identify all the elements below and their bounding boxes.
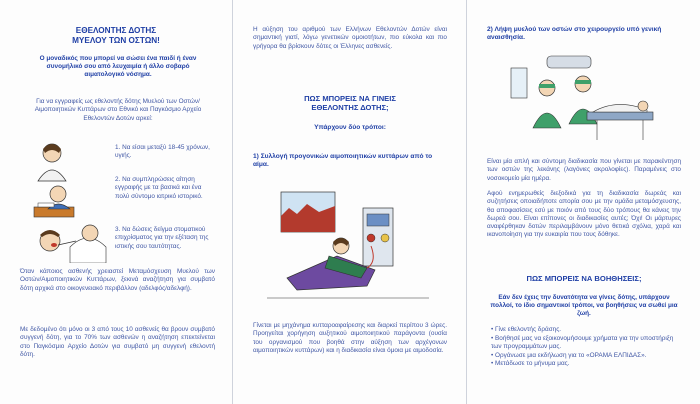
volunteer-title-line2: ΜΥΕΛΟΥ ΤΩΝ ΟΣΤΩΝ!	[72, 36, 160, 45]
search-paragraph: Όταν κάποιος ασθενής χρειαστεί Μεταμόσχευση Μυελού των Οστών/Αιμοποιητικών Κυττάρων, ξεκινά αναζήτηση για συμβατό δότη αρχικά στο οικογενειακό περιβάλλον (αδελφός/αδελφή).	[20, 268, 215, 292]
column-middle	[233, 0, 466, 404]
stats-paragraph: Με δεδομένο ότι μόνο οι 3 από τους 10 ασθενείς θα βρουν συμβατό συγγενή δότη, για το 70% των ασθενών η αναζήτηση επεκτείνεται στο Παγκόσμιο Αρχείο Δοτών για συμβατό μη συγγενή εθελοντή δότη.	[20, 326, 215, 358]
doctor-body	[70, 238, 106, 263]
column-right	[467, 0, 700, 404]
how-help-title: ΠΩΣ ΜΠΟΡΕΙΣ ΝΑ ΒΟΗΘΗΣΕΙΣ;	[526, 274, 642, 283]
patient-head	[638, 101, 648, 111]
mouth	[51, 243, 57, 247]
how-become-title	[253, 94, 447, 113]
method-2-heading: 2) Λήψη μυελού των οστών στο χειρουργείο υπό γενική αναισθησία.	[487, 26, 662, 42]
step-1: 1. Να είσαι μεταξύ 18-45 χρόνων, υγιής.	[115, 144, 210, 160]
greek-donors-paragraph: Η αύξηση του αριθμού των Ελλήνων Εθελοντών Δοτών είναι σημαντική γιατί, λόγω γενετικών ομοιοτήτων, πιο εύκολα και πιο γρήγορα θα βρίσκουν δότες οι Έλληνες ασθενείς.	[253, 26, 447, 50]
help-item-3: • Οργάνωσε μια εκδήλωση για το «ΟΡΑΜΑ ΕΛΠΙΔΑΣ».	[491, 351, 647, 359]
surgery-lamp	[547, 56, 591, 68]
person-2-head	[50, 186, 66, 202]
procedure-paragraph: Είναι μία απλή και σύντομη διαδικασία που γίνεται με παρακέντηση των οστών της λεκάνης (λαγόνιες ακρολοφίες). Παραμένεις στο νοσοκομείο μία ημέρα.	[487, 158, 681, 182]
doctor-head	[82, 225, 98, 241]
apheresis-illustration	[267, 186, 429, 304]
machine-blood-bag	[367, 234, 375, 242]
paper	[38, 203, 54, 207]
help-item-1: • Γίνε εθελοντής δράσης.	[491, 326, 562, 333]
intro-text: Ο μοναδικός που μπορεί να σώσει ένα παιδί ή έναν συνομήλικό σου από λευχαιμία ή άλλο σοβαρό αιματολογικό νόσημα.	[39, 55, 197, 79]
surgeon-1-cap	[539, 84, 555, 88]
help-intro: Εάν δεν έχεις την δυνατότητα να γίνεις δότης, υπάρχουν πολλοί, το ίδιο σημαντικοί τρόποι, να βοηθήσεις να σωθεί μια ζωή.	[490, 294, 678, 318]
monitor	[511, 68, 527, 98]
surgeon-2-cap	[575, 80, 591, 84]
step-3: 3. Να δώσεις δείγμα στοματικού επιχρίσματος για την εξέταση της ιστικής σου ταυτότητας.	[115, 226, 209, 250]
apheresis-paragraph: Γίνεται με μηχάνημα κυτταροαφαίρεσης και διαρκεί περίπου 3 ώρες. Προηγείται χορήγηση αυξητικού αιμοποιητικού παράγοντα (ουσία του οργανισμού που βοηθά στην αύξηση των αρχέγονων αιμοποιητικών κυττάρων) και η διαδικασία είναι όμοια με αιμοδοσία.	[253, 322, 447, 354]
machine-screen	[367, 214, 389, 226]
register-text: Για να εγγραφείς ως εθελοντής δότης Μυελού των Οστών/Αιμοποιητικών Κυττάρων στο Εθνικό και Παγκόσμιο Αρχείο Εθελοντών Δοτών αρκεί:	[34, 98, 202, 122]
surgery-illustration	[497, 54, 667, 144]
surgeon-1-body	[533, 113, 561, 128]
volunteer-title	[20, 26, 212, 46]
operating-table	[587, 112, 653, 120]
step-2: 2. Να συμπληρώσεις αίτηση εγγραφής με τα βασικά και ένα πολύ σύντομο ιατρικό ιστορικό.	[115, 176, 203, 200]
column-left	[0, 0, 232, 404]
method-1-heading: 1) Συλλογή προγονικών αιμοποιητικών κυττάρων από το αίμα.	[253, 153, 433, 169]
help-item-4: • Μετάδωσε το μήνυμα μας.	[491, 360, 570, 368]
machine-plasma-bag	[381, 234, 389, 242]
steps-illustration	[30, 141, 110, 263]
informed-decision-paragraph: Αφού ενημερωθείς διεξοδικά για τη διαδικασία δωρεάς και συζητήσεις οποιαδήποτε απορία σου με την ομάδα μεταμόσχευσης, θα αποφασίσεις εσύ με ποιόν από τους δύο τρόπους θα κάνεις την δωρεά σου. Είναι επίπονες οι διαδικασίες αυτές; Όχι! Οι μάρτυρες αναφέρθηκαν δοτών περιλαμβάνουν μόνο θετικά σχόλια, χαρά και ικανοποίηση για την ευκαιρία που τους δόθηκε.	[487, 190, 681, 239]
two-ways-text: Υπάρχουν δύο τρόποι:	[314, 124, 386, 131]
how-become-line1: ΠΩΣ ΜΠΟΡΕΙΣ ΝΑ ΓΙΝΕΙΣ	[304, 94, 396, 103]
help-list	[491, 326, 681, 369]
help-item-2: • Βοήθησέ μας να εξοικονομήσουμε χρήματα για την υποστήριξη των προγραμμάτων μας.	[491, 334, 674, 351]
volunteer-title-line1: ΕΘΕΛΟΝΤΗΣ ΔΟΤΗΣ	[75, 26, 157, 35]
person-1-body	[38, 170, 66, 181]
how-become-line2: ΕΘΕΛΟΝΤΗΣ ΔΟΤΗΣ;	[311, 103, 389, 113]
